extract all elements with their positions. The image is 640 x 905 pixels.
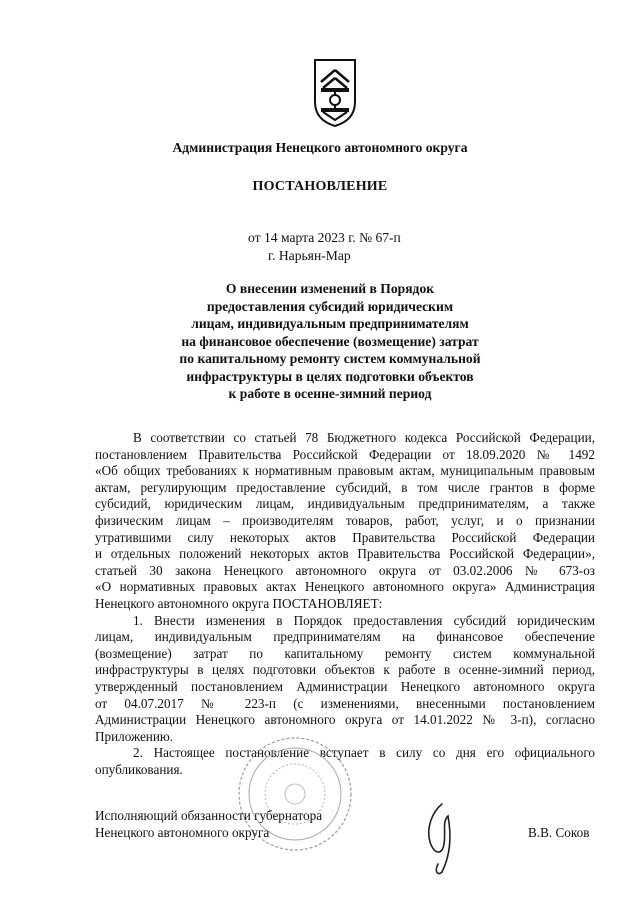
body-line: опубликования.	[95, 761, 183, 777]
subject-line: предоставления субсидий юридическим	[206, 298, 454, 314]
body-line: инфраструктуры в целях подготовки объектов к работе в осенне-зимний период,	[95, 662, 595, 678]
body-line: В соответствии со статьей 78 Бюджетного кодекса Российской Федерации,	[133, 430, 595, 445]
signatory-name: В.В. Соков	[528, 825, 590, 840]
body-line: утратившими силу некоторых актов Правительства Российской Федерации	[95, 529, 595, 545]
coat-of-arms-emblem	[313, 58, 357, 128]
signatory-role-line: Исполняющий обязанности губернатора	[95, 808, 323, 823]
signatory-role-line: Ненецкого автономного округа	[95, 824, 270, 840]
body-line: (возмещение) затрат по капитальному ремонту систем коммунальной	[95, 645, 595, 661]
body-line: Ненецкого автономного округа ПОСТАНОВЛЯЕТ:	[95, 595, 383, 611]
subject-line: лицам, индивидуальным предпринимателям	[191, 316, 469, 331]
signatory-role	[95, 808, 322, 841]
organization-title: Администрация Ненецкого автономного округа	[172, 140, 468, 155]
document-place: г. Нарьян-Мар	[268, 248, 351, 263]
subject-line: на финансовое обеспечение (возмещение) затрат	[181, 333, 479, 349]
subject-line: О внесении изменений в Порядок	[225, 281, 435, 296]
body-line: лицам, индивидуальным предпринимателям на финансовое обеспечение	[95, 629, 595, 645]
document-body	[95, 430, 595, 778]
body-line: «Об общих требованиях к нормативным правовым актам, муниципальным правовым	[95, 463, 595, 479]
subject-line: по капитальному ремонту систем коммунальной	[179, 351, 481, 366]
body-line: актам, регулирующим предоставление субсидий, в том числе грантов в форме	[95, 479, 595, 495]
body-line: Приложению.	[95, 728, 174, 744]
handwritten-signature	[412, 798, 472, 878]
body-line: и отдельных положений некоторых актов Правительства Российской Федерации»,	[95, 546, 595, 562]
subject-line: к работе в осенне-зимний период	[228, 386, 432, 401]
document-date-number: от 14 марта 2023 г. № 67-п	[248, 230, 401, 245]
subject-line: инфраструктуры в целях подготовки объектов	[186, 368, 474, 384]
body-line: «О нормативных правовых актах Ненецкого автономного округа» Администрация	[95, 579, 595, 595]
body-line: Администрации Ненецкого автономного округа от 14.01.2022 № 3-п), согласно	[95, 712, 595, 728]
body-line: физическим лицам – производителям товаров, работ, услуг, и о признании	[95, 512, 595, 528]
body-line: от 04.07.2017 № 223-п (с изменениями, внесенными постановлением	[95, 695, 595, 711]
body-line: статьей 30 закона Ненецкого автономного округа от 03.02.2006 № 673-оз	[95, 562, 595, 578]
body-line: субсидий, юридическим лицам, индивидуальным предпринимателям, а также	[95, 496, 595, 512]
body-line: 1. Внести изменения в Порядок предоставления субсидий юридическим	[133, 612, 595, 628]
document-subject	[80, 280, 580, 403]
body-line: постановлением Правительства Российской Федерации от 18.09.2020 № 1492	[95, 446, 595, 462]
body-line: 2. Настоящее постановление вступает в силу со дня его официального	[133, 745, 595, 761]
body-line: утвержденный постановлением Администрации Ненецкого автономного округа	[95, 678, 595, 694]
document-type: ПОСТАНОВЛЕНИЕ	[252, 179, 388, 194]
